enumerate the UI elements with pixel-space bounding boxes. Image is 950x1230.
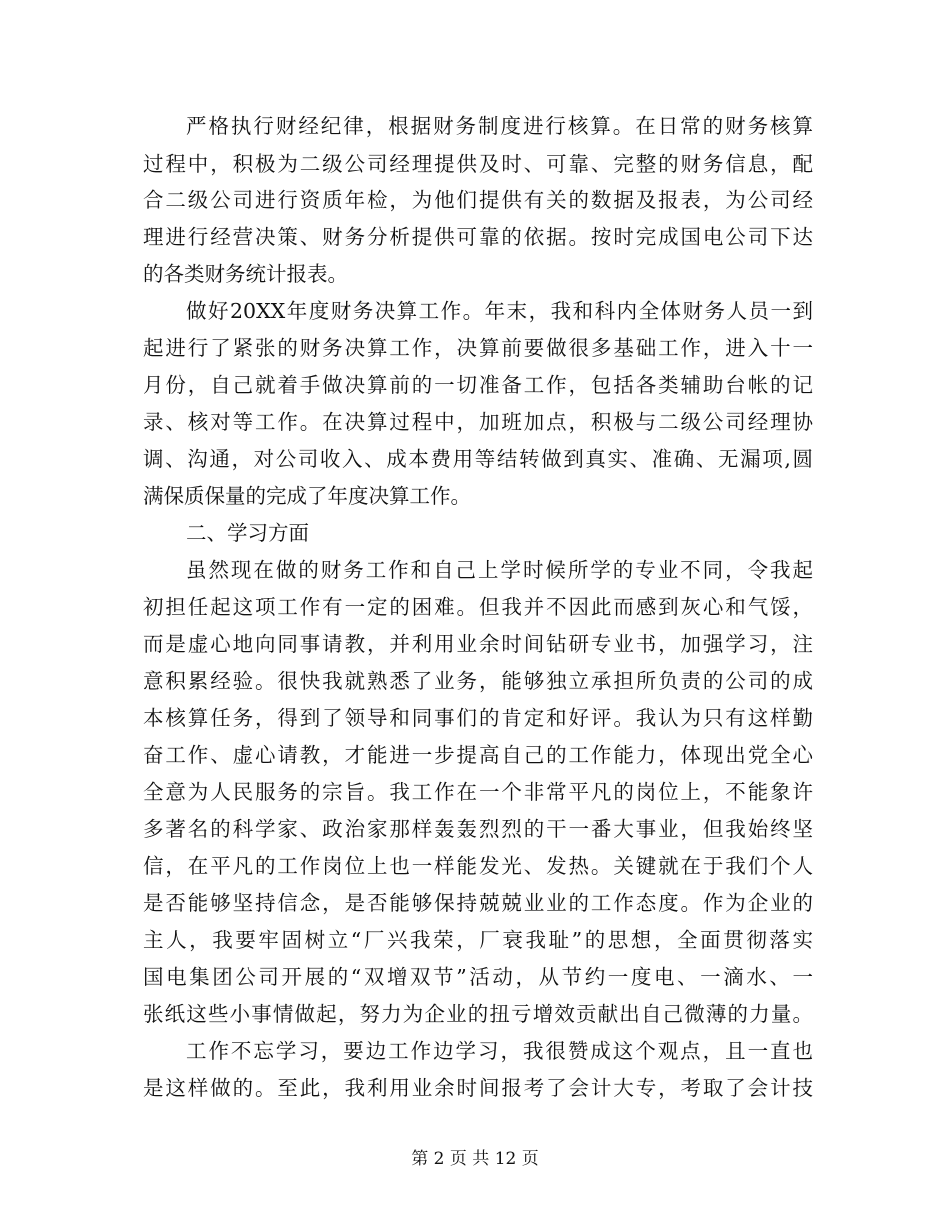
section-heading: 二、学习方面 [186,521,309,545]
text-line: 意积累经验。很快我就熟悉了业务，能够独立承担所负责的公司的成 [143,669,813,693]
text-line: 奋工作、虚心请教，才能进一步提高自己的工作能力，体现出党全心 [143,743,813,767]
text-line: 的各类财务统计报表。 [143,262,348,286]
text-line: 国电集团公司开展的“双增双节”活动，从节约一度电、一滴水、一 [143,965,813,989]
page-number-footer: 第 2 页 共 12 页 [411,1149,539,1169]
text-line: 主人，我要牢固树立“厂兴我荣，厂衰我耻”的思想，全面贯彻落实 [143,928,813,952]
text-line: 全意为人民服务的宗旨。我工作在一个非常平凡的岗位上，不能象许 [143,780,813,804]
text-line: 调、沟通，对公司收入、成本费用等结转做到真实、准确、无漏项,圆 [143,447,813,471]
text-line: 本核算任务，得到了领导和同事们的肯定和好评。我认为只有这样勤 [143,706,813,730]
text-line: 严格执行财经纪律，根据财务制度进行核算。在日常的财务核算 [186,114,813,138]
text-line: 虽然现在做的财务工作和自己上学时候所学的专业不同，令我起 [186,558,813,582]
text-line: 录、核对等工作。在决算过程中，加班加点，积极与二级公司经理协 [143,410,813,434]
text-line: 初担任起这项工作有一定的困难。但我并不因此而感到灰心和气馁， [143,595,813,619]
text-line: 而是虚心地向同事请教，并利用业余时间钻研专业书，加强学习，注 [143,632,813,656]
text-line: 是这样做的。至此，我利用业余时间报考了会计大专，考取了会计技 [143,1076,813,1100]
text-line: 理进行经营决策、财务分析提供可靠的依据。按时完成国电公司下达 [143,225,813,249]
text-line: 工作不忘学习，要边工作边学习，我很赞成这个观点，且一直也 [186,1039,813,1063]
text-line: 张纸这些小事情做起，努力为企业的扭亏增效贡献出自己微薄的力量。 [143,1002,813,1026]
text-line: 做好20XX年度财务决算工作。年末，我和科内全体财务人员一到 [186,299,813,323]
text-line: 信，在平凡的工作岗位上也一样能发光、发热。关键就在于我们个人 [143,854,813,878]
text-line: 满保质保量的完成了年度决算工作。 [143,484,471,508]
text-line: 起进行了紧张的财务决算工作，决算前要做很多基础工作，进入十一 [143,336,813,360]
text-line: 月份，自己就着手做决算前的一切准备工作，包括各类辅助台帐的记 [143,373,813,397]
text-line: 多著名的科学家、政治家那样轰轰烈烈的干一番大事业，但我始终坚 [143,817,813,841]
text-line: 是否能够坚持信念，是否能够保持兢兢业业的工作态度。作为企业的 [143,891,813,915]
text-line: 过程中，积极为二级公司经理提供及时、可靠、完整的财务信息，配 [143,152,813,176]
text-line: 合二级公司进行资质年检，为他们提供有关的数据及报表，为公司经 [143,188,813,212]
